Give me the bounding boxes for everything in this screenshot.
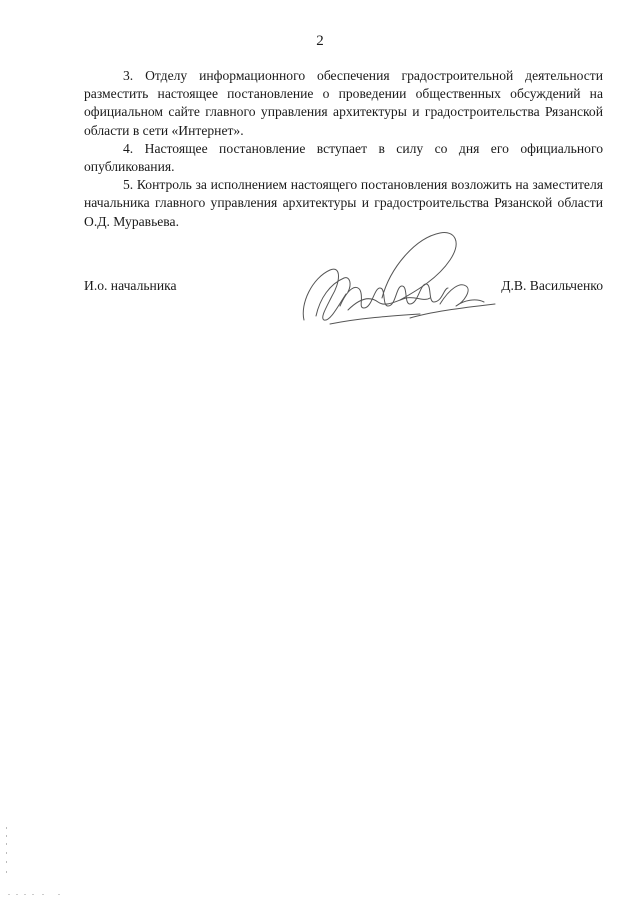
paragraph-5: 5. Контроль за исполнением настоящего постановления возложить на заместителя начальника главного управления архитектуры и градостроительства Рязанской области О.Д. Муравьева.	[84, 177, 603, 229]
signer-position: И.о. начальника	[84, 278, 177, 293]
signer-name: Д.В. Васильченко	[501, 278, 603, 293]
scan-bottom-marks	[8, 893, 68, 897]
document-body	[84, 67, 603, 231]
paragraph-4: 4. Настоящее постановление вступает в силу со дня его официального опубликования.	[84, 140, 603, 175]
page-number: 2	[316, 33, 324, 49]
signature-block	[84, 278, 603, 298]
paragraph-3: 3. Отделу информационного обеспечения градостроительной деятельности разместить настоящее постановление о проведении общественных обсуждений на официальном сайте главного управления архитектуры и градостроительства Рязанской области в сети «Интернет».	[84, 68, 603, 138]
scan-edge-marks	[4, 825, 10, 885]
